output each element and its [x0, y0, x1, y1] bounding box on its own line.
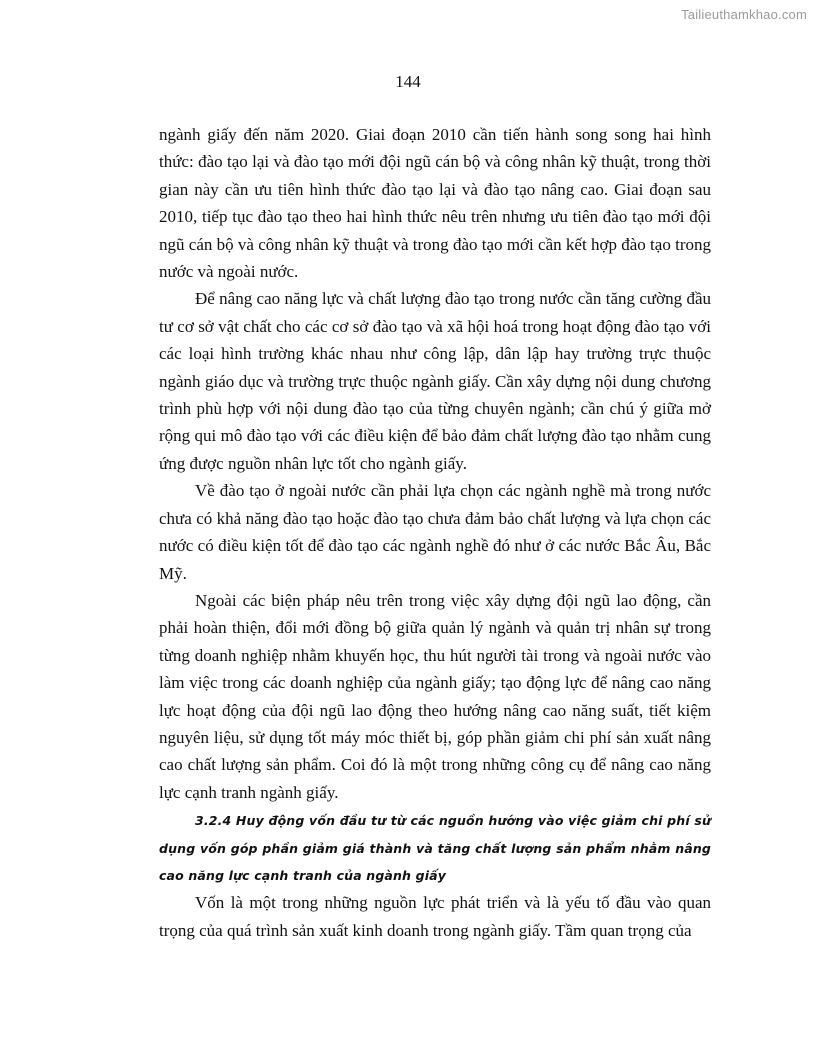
paragraph-capital: Vốn là một trong những nguồn lực phát triển và là yếu tố đầu vào quan trọng của quá trình sản xuất kinh doanh trong ngành giấy. Tầm quan trọng của [159, 893, 711, 940]
paragraph-hr-management: Ngoài các biện pháp nêu trên trong việc xây dựng đội ngũ lao động, cần phải hoàn thiện, đổi mới đồng bộ giữa quản lý ngành và quản trị nhân sự trong từng doanh nghiệp nhằm khuyến học, thu hút người tài trong và ngoài nước vào làm việc trong các doanh nghiệp của ngành giấy; tạo động lực để nâng cao năng lực hoạt động của đội ngũ lao động theo hướng nâng cao năng suất, tiết kiệm nguyên liệu, sử dụng tốt máy móc thiết bị, góp phần giảm chi phí sản xuất nâng cao chất lượng sản phẩm. Coi đó là một trong những công cụ để nâng cao năng lực cạnh tranh ngành giấy. [159, 590, 711, 802]
document-body [159, 121, 711, 944]
paragraph-domestic-training: Để nâng cao năng lực và chất lượng đào tạo trong nước cần tăng cường đầu tư cơ sở vật chất cho các cơ sở đào tạo và xã hội hoá trong hoạt động đào tạo với các loại hình trường khác nhau như công lập, dân lập hay trường trực thuộc ngành giáo dục và trường trực thuộc ngành giấy. Cần xây dựng nội dung chương trình phù hợp với nội dung đào tạo của từng chuyên ngành; cần chú ý giữa mở rộng qui mô đào tạo với các điều kiện để bảo đảm chất lượng đào tạo nhằm cung ứng được nguồn nhân lực tốt cho ngành giấy. [159, 289, 711, 473]
paragraph-continued: ngành giấy đến năm 2020. Giai đoạn 2010 cần tiến hành song song hai hình thức: đào tạo lại và đào tạo mới đội ngũ cán bộ và công nhân kỹ thuật, trong thời gian này cần ưu tiên hình thức đào tạo lại và đào tạo nâng cao. Giai đoạn sau 2010, tiếp tục đào tạo theo hai hình thức nêu trên nhưng ưu tiên đào tạo mới đội ngũ cán bộ và công nhân kỹ thuật và trong đào tạo mới cần kết hợp đào tạo trong nước và ngoài nước. [159, 125, 711, 282]
paragraph-overseas-training: Về đào tạo ở ngoài nước cần phải lựa chọn các ngành nghề mà trong nước chưa có khả năng đào tạo hoặc đào tạo chưa đảm bảo chất lượng và lựa chọn các nước có điều kiện tốt để đào tạo các ngành nghề đó như ở các nước Bắc Âu, Bắc Mỹ. [159, 481, 711, 583]
watermark: Tailieuthamkhao.com [681, 7, 807, 22]
page-number: 144 [395, 72, 421, 91]
section-heading: 3.2.4 Huy động vốn đầu tư từ các nguồn hướng vào việc giảm chi phí sử dụng vốn góp phần giảm giá thành và tăng chất lượng sản phẩm nhằm nâng cao năng lực cạnh tranh của ngành giấy [159, 813, 711, 883]
